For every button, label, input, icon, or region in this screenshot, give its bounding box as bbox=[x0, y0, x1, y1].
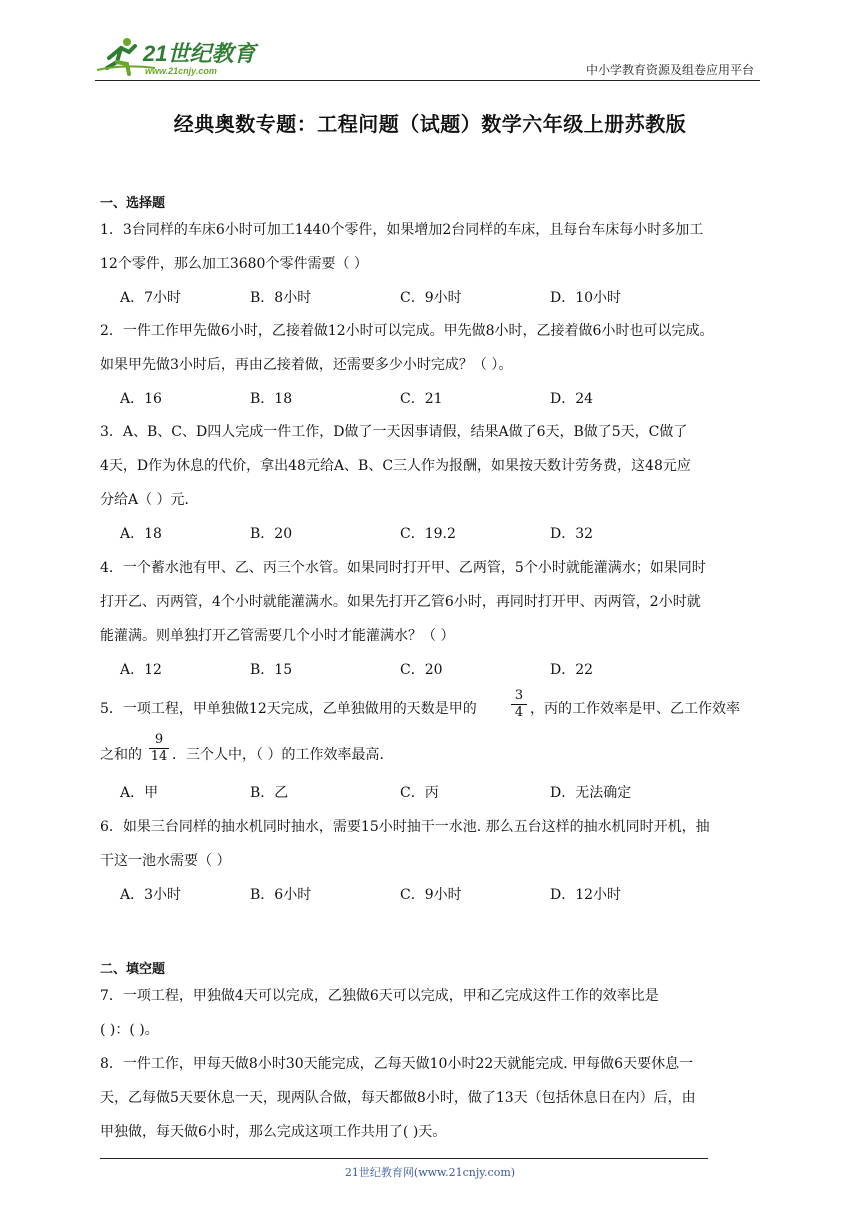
question-1-line-1: 1．3台同样的车床6小时可加工1440个零件，如果增加2台同样的车床，且每台车床每小时多加工 bbox=[100, 222, 704, 238]
question-1-line-2: 12个零件，那么加工3680个零件需要（ ） bbox=[100, 256, 368, 272]
option-c: C．19.2 bbox=[400, 526, 456, 542]
fraction-numerator: 9 bbox=[154, 732, 164, 747]
option-b: B．8小时 bbox=[250, 290, 312, 306]
option-d: D．10小时 bbox=[550, 290, 622, 306]
fraction-three-quarters bbox=[510, 688, 528, 721]
fraction-denominator: 4 bbox=[514, 705, 524, 720]
question-7-line-2: ( )：( )。 bbox=[100, 1022, 159, 1038]
option-a: A．甲 bbox=[120, 785, 159, 801]
option-a: A．12 bbox=[120, 662, 162, 678]
site-logo bbox=[95, 34, 265, 78]
option-c: C．9小时 bbox=[400, 290, 462, 306]
platform-name: 中小学教育资源及组卷应用平台 bbox=[585, 63, 754, 77]
option-a: A．7小时 bbox=[120, 290, 182, 306]
section-choice-heading: 一、选择题 bbox=[100, 196, 166, 211]
document-title: 经典奥数专题：工程问题（试题）数学六年级上册苏教版 bbox=[173, 112, 687, 136]
question-3-line-2: 4天，D作为休息的代价，拿出48元给A、B、C三人作为报酬，如果按天数计劳务费，这48元应 bbox=[100, 458, 691, 474]
question-3-line-3: 分给A（ ）元． bbox=[100, 492, 199, 508]
question-8-line-3: 甲独做，每天做6小时，那么完成这项工作共用了( )天。 bbox=[100, 1121, 446, 1141]
runner-logo-icon bbox=[95, 34, 265, 78]
question-2-line-1: 2．一件工作甲先做6小时，乙接着做12小时可以完成。甲先做8小时，乙接着做6小时也可以完成。 bbox=[100, 323, 714, 339]
svg-text:www.21cnjy.com: www.21cnjy.com bbox=[145, 66, 217, 76]
footer-divider bbox=[100, 1158, 708, 1159]
option-a: A．16 bbox=[120, 391, 162, 407]
fraction-denominator: 14 bbox=[150, 749, 168, 764]
option-d: D．无法确定 bbox=[550, 785, 632, 801]
svg-text:21世纪教育: 21世纪教育 bbox=[143, 41, 256, 66]
page-header bbox=[95, 34, 760, 78]
option-b: B．乙 bbox=[250, 785, 289, 801]
option-c: C．21 bbox=[400, 391, 443, 407]
question-5-line-1b: ，丙的工作效率是甲、乙工作效率 bbox=[530, 701, 740, 717]
question-5-line-1a: 5．一项工程，甲单独做12天完成，乙单独做用的天数是甲的 bbox=[100, 701, 477, 717]
question-8-line-2: 天，乙每做5天要休息一天，现两队合做，每天都做8小时，做了13天（包括休息日在内）后，由 bbox=[100, 1090, 696, 1106]
fraction-nine-fourteenths bbox=[148, 732, 170, 765]
question-5-line-2b: ．三个人中，（ ）的工作效率最高． bbox=[172, 747, 394, 763]
option-d: D．24 bbox=[550, 391, 594, 407]
header-divider bbox=[95, 80, 760, 81]
footer-text: 21世纪教育网(www.21cnjy.com) bbox=[344, 1166, 516, 1179]
question-4-line-1: 4．一个蓄水池有甲、乙、丙三个水管。如果同时打开甲、乙两管，5个小时就能灌满水；如果同时 bbox=[100, 560, 706, 576]
option-d: D．12小时 bbox=[550, 887, 622, 903]
option-a: A．18 bbox=[120, 526, 162, 542]
option-b: B．15 bbox=[250, 662, 293, 678]
question-6-line-1: 6．如果三台同样的抽水机同时抽水，需要15小时抽干一水池. 那么五台这样的抽水机同时开机，抽 bbox=[100, 819, 710, 835]
question-3-line-1: 3．A、B、C、D四人完成一件工作，D做了一天因事请假，结果A做了6天，B做了5天，C做了 bbox=[100, 424, 688, 440]
option-b: B．6小时 bbox=[250, 887, 312, 903]
question-8-line-1: 8．一件工作，甲每天做8小时30天能完成，乙每天做10小时22天就能完成. 甲每做6天要休息一 bbox=[100, 1056, 694, 1072]
option-d: D．22 bbox=[550, 662, 594, 678]
option-a: A．3小时 bbox=[120, 887, 182, 903]
question-7-line-1: 7．一项工程，甲独做4天可以完成，乙独做6天可以完成，甲和乙完成这件工作的效率比是 bbox=[100, 988, 659, 1004]
question-4-line-3: 能灌满。则单独打开乙管需要几个小时才能灌满水？（ ） bbox=[100, 628, 455, 644]
question-4-line-2: 打开乙、丙两管，4个小时就能灌满水。如果先打开乙管6小时，再同时打开甲、丙两管，2小时就 bbox=[100, 594, 701, 610]
option-c: C．9小时 bbox=[400, 887, 462, 903]
section-fill-heading: 二、填空题 bbox=[100, 962, 166, 977]
option-d: D．32 bbox=[550, 526, 594, 542]
option-c: C．20 bbox=[400, 662, 443, 678]
option-c: C．丙 bbox=[400, 785, 439, 801]
question-6-line-2: 干这一池水需要（ ） bbox=[100, 853, 231, 869]
question-2-line-2: 如果甲先做3小时后，再由乙接着做，还需要多少小时完成？（ ）。 bbox=[100, 357, 513, 373]
option-b: B．20 bbox=[250, 526, 293, 542]
fraction-numerator: 3 bbox=[514, 688, 524, 703]
question-5-line-2a: 之和的 bbox=[100, 747, 142, 763]
option-b: B．18 bbox=[250, 391, 293, 407]
